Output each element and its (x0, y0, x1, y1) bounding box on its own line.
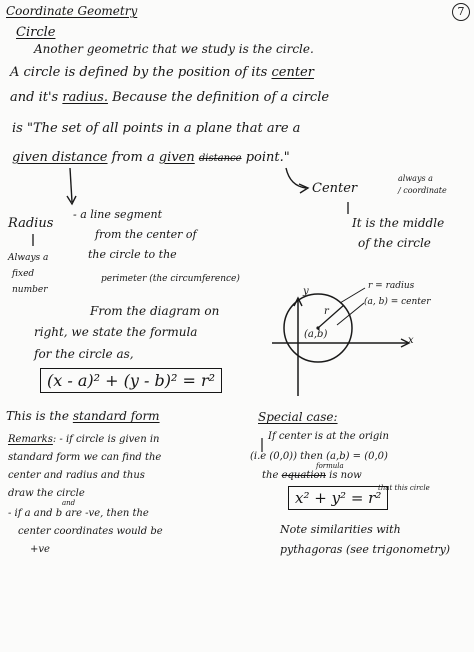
special-sup-formula: formula (316, 462, 344, 470)
definition-text: and it's (10, 90, 59, 105)
remarks-line-7: +ve (30, 544, 50, 555)
radius-arrow (70, 168, 72, 202)
formula-intro-2: right, we state the formula (34, 325, 198, 339)
radius-side-2: fixed (12, 269, 35, 279)
remarks-text: : - if circle is given in (52, 434, 160, 445)
radius-term: radius. (62, 90, 108, 105)
legend-pointer-c (337, 303, 364, 325)
legend-radius: r = radius (368, 281, 415, 291)
center-label: Center (312, 181, 358, 196)
radius-letter: r (324, 306, 329, 317)
given-term: given (158, 150, 195, 165)
radius-side-1: Always a (8, 253, 49, 263)
special-note-1: Note similarities with (280, 523, 401, 536)
origin-formula-box: x² + y² = r² (288, 486, 388, 510)
radius-line (318, 305, 344, 328)
remarks-label: Remarks (8, 434, 53, 445)
special-line-1: If center is at the origin (268, 431, 389, 442)
struck-equation: equation (281, 470, 326, 481)
intro-line: Another geometric that we study is the circle. (34, 42, 314, 56)
radius-side-3: number (12, 285, 48, 295)
formula-intro-1: From the diagram on (90, 304, 220, 318)
y-axis-label: y (303, 286, 309, 297)
definition-text: A circle is defined by the position of its (10, 65, 268, 80)
given-distance-term: given distance (12, 150, 108, 165)
formula-intro-3: for the circle as, (34, 347, 134, 361)
center-tag-2: / coordinate (398, 186, 447, 195)
page-number: 7 (452, 3, 470, 21)
center-desc-1: It is the middle (352, 216, 445, 230)
legend-center: (a, b) = center (364, 297, 431, 307)
remarks-line-6: center coordinates would be (18, 526, 163, 537)
standard-form-line (6, 410, 160, 422)
arrow-head-icon (299, 184, 308, 193)
center-desc-2: of the circle (358, 236, 431, 250)
special-line-2: (i.e (0,0)) then (a,b) = (0,0) (250, 451, 388, 462)
struck-word: distance (198, 153, 242, 164)
center-term: center (271, 65, 314, 80)
remarks-sup-and: and (62, 499, 76, 507)
center-arrow (286, 168, 306, 188)
definition-text: point." (245, 150, 290, 165)
radius-desc-3: the circle to the (88, 248, 177, 261)
radius-desc-4: perimeter (the circumference) (101, 274, 240, 284)
center-tag-1: always a (398, 174, 433, 183)
special-line-4: that this circle (378, 484, 430, 492)
radius-desc-1: - a line segment (73, 208, 163, 221)
remarks-line-3: center and radius and thus (8, 470, 145, 481)
standard-form-prefix: This is the (6, 409, 70, 423)
definition-text: Because the definition of a circle (112, 90, 330, 105)
special-line-3 (262, 471, 362, 481)
standard-form-term: standard form (72, 409, 160, 423)
page-title: Coordinate Geometry (6, 4, 138, 18)
remarks-line-1 (8, 435, 159, 445)
center-coordinate-label: (a,b) (304, 329, 328, 340)
special-note-2: pythagoras (see trigonometry) (280, 543, 451, 556)
definition-line-3: is "The set of all points in a plane that are a (12, 121, 301, 136)
legend-pointer-r (340, 288, 365, 303)
definition-text: from a (111, 150, 155, 165)
radius-label: Radius (8, 216, 54, 231)
section-heading: Circle (16, 25, 56, 40)
radius-desc-2: from the center of (95, 228, 197, 241)
remarks-line-5: - if a and b are -ve, then the (8, 508, 149, 519)
x-axis-label: x (408, 335, 414, 346)
standard-formula-box: (x - a)² + (y - b)² = r² (40, 368, 222, 393)
remarks-line-2: standard form we can find the (8, 452, 162, 463)
special-text: the (262, 470, 279, 481)
remarks-line-4: draw the circle (8, 488, 85, 499)
special-case-heading: Special case: (258, 410, 338, 424)
special-text: is now (329, 470, 362, 481)
